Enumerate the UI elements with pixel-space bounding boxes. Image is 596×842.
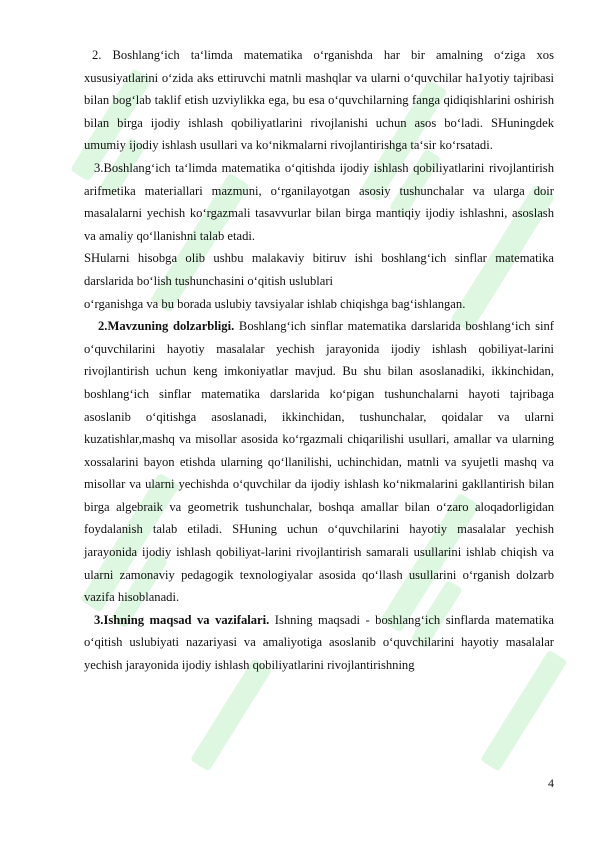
- document-body: [84, 44, 554, 677]
- goals-heading: 3.Ishning maqsad va vazifalari.: [94, 612, 270, 627]
- relevance-heading: 2.Mavzuning dolzarbligi.: [98, 319, 235, 334]
- paragraph-point-3: 3.Boshlang‘ich ta‘limda matematika o‘qitishda ijodiy ishlash qobiliyatlarini rivojlantirish arifmetika materiallari mazmuni, o‘rganilayotgan asosiy tushunchalar va ularga doir masalalarni yechish ko‘rgazmali tasavvurlar bilan birga mantiqiy ijodiy ishlashni, asoslash va amaliy qo‘llanishni talab etadi.: [84, 160, 554, 243]
- paragraph-relevance: [84, 315, 554, 609]
- paragraph-goals: [84, 609, 554, 677]
- paragraph-point-2: 2. Boshlang‘ich ta‘limda matematika o‘rganishda har bir amalning o‘ziga xos xususiyatlarini o‘zida aks ettiruvchi matnli mashqlar va ularni o‘quvchilar ha1yotiy tajribasi bilan bog‘lab taklif etish uzviylikka ega, bu esa o‘quvchilarning fanga qidiqishlarini oshirish bilan birga ijodiy ishlash qobiliyatlarini rivojlanishi uchun asos bo‘ladi. SHuningdek umumiy ijodiy ishlash usullari va ko‘nikmalarni rivojlantirishga ta‘sir ko‘rsatadi.: [84, 48, 554, 153]
- goals-text: Ishning maqsadi - boshlang‘ich sinflarda matematika o‘qitish uslubiyati nazariyasi va amaliyotiga asoslanib o‘quvchilarini hayotiy masalalar yechish jarayonida ijodiy ishlash qobiliyatlarini rivojlantirishning: [84, 612, 554, 673]
- paragraph-purpose: SHularni hisobga olib ushbu malakaviy bitiruv ishi boshlang‘ich sinflar matematika darslarida bo‘lish tushunchasini o‘qitish uslublari: [84, 251, 554, 288]
- relevance-text: Boshlang‘ich sinflar matematika darslarida boshlang‘ich sinf o‘quvchilarini hayotiy masalalar yechish jarayonida ijodiy ishlash qobiliyat-larini rivojlantirish uchun keng imkoniyatlar mavjud. Bu shu bilan asoslanadiki, ikkinchidan, boshlang‘ich sinflar matematika darslarida ko‘pigan tushunchalarni hayoti tajribaga asoslanib o‘qitishga asoslanadi, ikkinchidan, tushunchalar, qoidalar va ularni kuzatishlar,mashq va misollar asosida ko‘rgazmali chiqarilishi usullari, amallar va ularning xossalarini bayon etishda ularning qo‘llanilishi, uchinchidan, matnli va syujetli mashq va misollar va ularni yechishda o‘quvchilar da ijodiy ishlash ko‘nikmalarini gakllantirish bilan birga algebraik va geometrik tushunchalar, boshqa amallar bilan o‘zaro aloqadorligidan foydalanish talab etiladi. SHuning uchun o‘quvchilarini hayotiy masalalar yechish jarayonida ijodiy ishlash qobiliyat-larini rivojlantirish samarali usullarini ishlab chiqish va ularni zamonaviy pedagogik texnologiyalar asosida qo‘llash usullarini o‘rganish dolzarb vazifa hisoblanadi.: [84, 319, 554, 605]
- paragraph-purpose-continued: o‘rganishga va bu borada uslubiy tavsiyalar ishlab chiqishga bag‘ishlangan.: [84, 296, 466, 311]
- page-number: 4: [548, 776, 554, 790]
